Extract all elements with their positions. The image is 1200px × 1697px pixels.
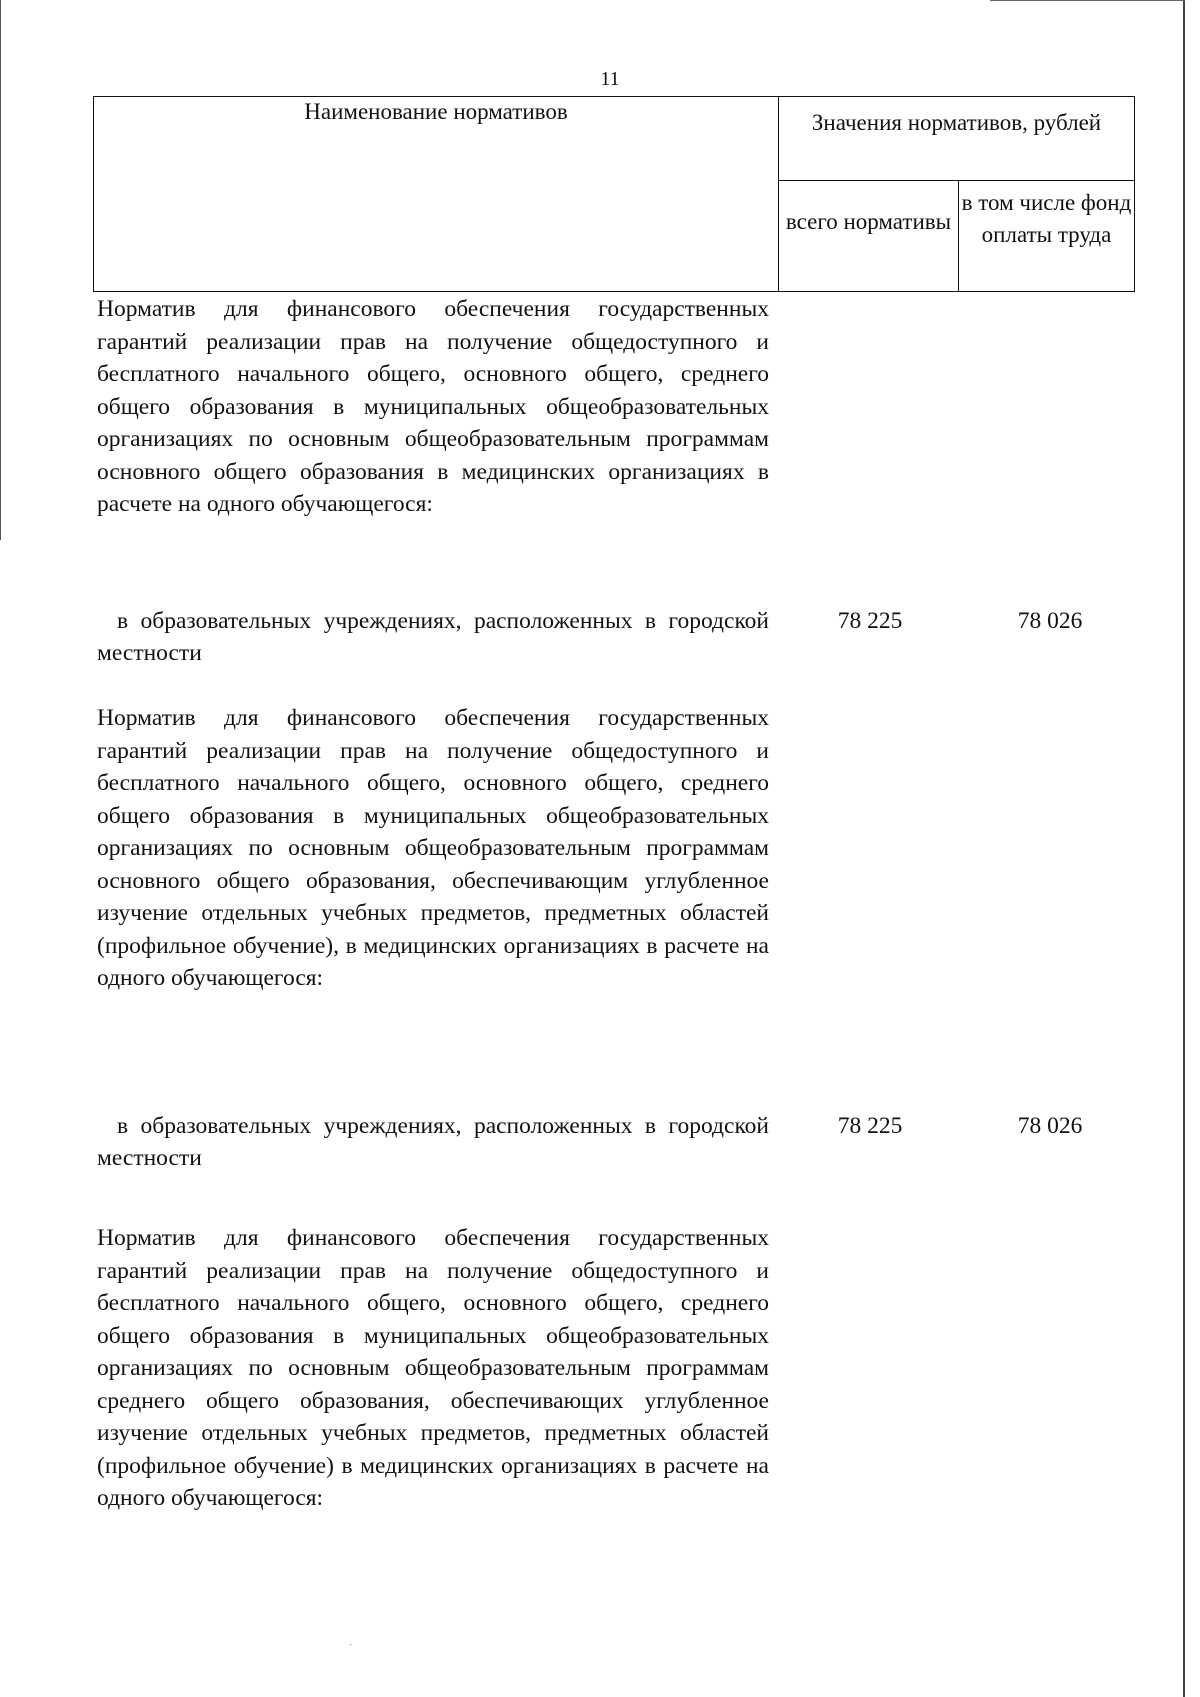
page-number: 11	[600, 68, 620, 90]
section-1-total-value: 78 225	[837, 608, 903, 634]
header-wage-fund-column: в том числе фонд оплаты труда	[961, 190, 1132, 247]
section-2-total-value: 78 225	[837, 1113, 903, 1139]
section-2-wage-fund-value: 78 026	[1017, 1113, 1083, 1139]
section-1-wage-fund-value: 78 026	[1017, 608, 1083, 634]
section-2-row-label: в образовательных учреждениях, расположенных в городской местности	[97, 1113, 769, 1171]
table-header	[93, 96, 1135, 292]
scan-edge-right	[1183, 0, 1185, 1697]
section-2-title: Норматив для финансового обеспечения государственных гарантий реализации прав на получение общедоступного и бесплатного начального общего, основного общего, среднего общего образования в муниципальных общеобразовательных организациях по основным общеобразовательным программам основного общего образования, обеспечивающим углубленное изучение отдельных учебных предметов, предметных областей (профильное обучение), в медицинских организациях в расчете на одного обучающегося:	[97, 705, 769, 991]
header-values-column: Значения нормативов, рублей	[779, 97, 1134, 181]
section-3-title: Норматив для финансового обеспечения государственных гарантий реализации прав на получение общедоступного и бесплатного начального общего, основного общего, среднего общего образования в муниципальных общеобразовательных организациях по основным общеобразовательным программам среднего общего образования, обеспечивающих углубленное изучение отдельных учебных предметов, предметных областей (профильное обучение) в медицинских организациях в расчете на одного обучающегося:	[97, 1225, 769, 1511]
header-name-column: Наименование нормативов	[94, 97, 779, 291]
section-1-title: Норматив для финансового обеспечения государственных гарантий реализации прав на получение общедоступного и бесплатного начального общего, основного общего, среднего общего образования в муниципальных общеобразовательных организациях по основным общеобразовательным программам основного общего образования в медицинских организациях в расчете на одного обучающегося:	[97, 296, 769, 517]
header-total-column: всего нормативы	[779, 181, 959, 291]
section-1-row-label: в образовательных учреждениях, расположенных в городской местности	[97, 608, 769, 666]
scan-edge-left	[0, 0, 1, 540]
scan-edge-top	[990, 0, 1185, 1]
scan-speck: ·	[349, 1640, 353, 1651]
